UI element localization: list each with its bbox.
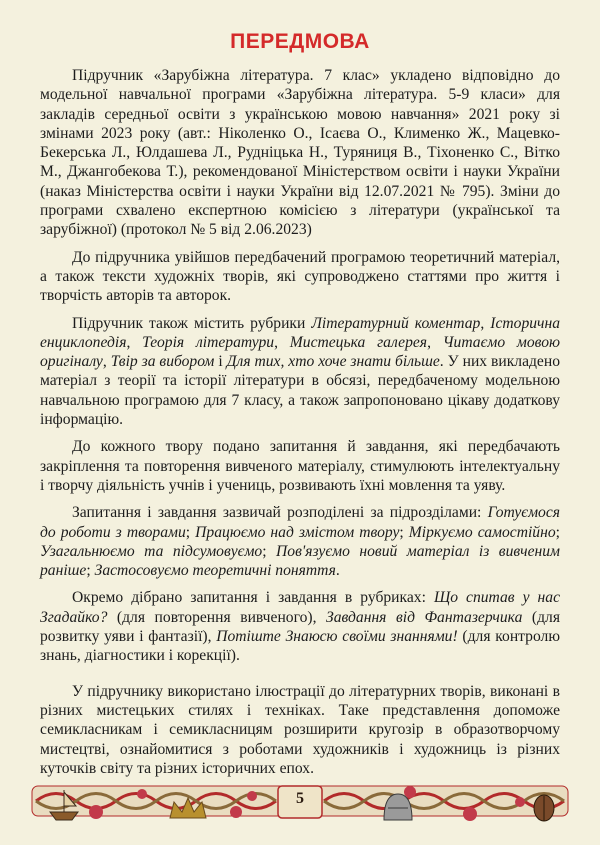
rubric-name: Теорія літератури [142, 333, 275, 351]
text-run: Окремо дібрано запитання і завдання в рубриках: [72, 589, 434, 607]
rubric-name: Застосовуємо теоретичні поняття [94, 562, 336, 580]
text-run: і [214, 353, 227, 371]
paragraph [40, 503, 560, 580]
rubric-name: Завдання від Фантазерчика [326, 608, 523, 626]
page-number: 5 [296, 790, 304, 807]
text-run: ; [555, 523, 560, 541]
paragraph [40, 314, 560, 430]
rubric-name: Пов'язуємо новий матеріал із вивченим раніше [40, 542, 560, 580]
rubric-name: Для тих, хто хоче знати більше [226, 353, 440, 371]
paragraph [40, 588, 560, 665]
rubric-name: Читаємо мовою оригіналу [40, 333, 561, 371]
body-text [40, 66, 560, 778]
text-run: ; [262, 542, 277, 560]
text-run: , [274, 333, 290, 351]
rubric-name: Літературний коментар [311, 314, 481, 332]
rubric-name: Узагальнюємо та підсумовуємо [40, 542, 263, 560]
text-run: До кожного твору подано запитання й завдання, які передбачають закріплення та повторення вивченого матеріалу, стимулюють інтелектуальну і творчу діяльність учнів і учениць, розвивають їхні мовлення та уяву. [40, 438, 560, 494]
paragraph [40, 682, 560, 778]
text-run: ; [86, 562, 95, 580]
text-run: (для розвитку уяви і фантазії), [40, 608, 560, 646]
text-run: У підручнику використано ілюстрації до літературних творів, виконані в різних мистецьких стилях і техніках. Таке представлення допоможе семикласникам і семикласницям розширити кругозір в образотворчому мистецтві, ознайомитися з роботами художників і художниць із різних куточків світу та різних історичних епох. [40, 682, 560, 777]
paragraph [40, 66, 560, 240]
text-run: ; [185, 523, 196, 541]
text-run: Підручник «Зарубіжна література. 7 клас» укладено відповідно до модельної навчальної програми «Зарубіжна література. 5-9 класи» для закладів середньої освіти з українською мовою навчання» 2021 року зі змінами 2023 року (авт.: Ніколенко О., Ісаєва О., Клименко Ж., Мацевко-Бекерська Л., Юлдашева Л., Рудніцька Н., Туряниця В., Тіхоненко С., Вітко М., Джангобекова Т.), рекомендованої Міністерством освіти і науки України (наказ Міністерства освіти і науки України від 12.07.2021 № 795). Зміни до програми схвалено експертною комісією з літератури (української та зарубіжної) (протокол № 5 від 2.06.2023) [40, 67, 560, 239]
text-run: , [126, 333, 143, 351]
page-title: ПЕРЕДМОВА [230, 30, 370, 53]
text-run: (для контролю знань, діагностики і корекції). [40, 628, 560, 665]
text-run: . [335, 562, 340, 580]
paragraph [40, 437, 560, 495]
text-run: Запитання і завдання зазвичай розподілені за підрозділами: [72, 504, 488, 522]
text-run: . У них викладено матеріал з теорії та історії літератури в обсязі, передбаченому модельною навчальною програмою для 7 класу, а також запропоновано цікаву додаткову інформацію. [40, 353, 560, 429]
rubric-name: Твір за вибором [110, 353, 215, 371]
text-run: Підручник також містить рубрики [72, 314, 312, 332]
rubric-name: Готуємося до роботи з творами [40, 504, 560, 541]
rubric-name: Працюємо над змістом твору [195, 523, 400, 541]
rubric-name: Потіште Знаюсю своїми знаннями! [216, 628, 458, 646]
rubric-name: Що спитав у нас Згадайко? [40, 589, 561, 626]
text-run: , [427, 333, 443, 351]
rubric-name: Міркуємо самостійно [408, 523, 556, 541]
rubric-name: Історична енциклопедія [40, 314, 561, 351]
paragraph [40, 248, 560, 306]
text-run: , [102, 353, 111, 371]
rubric-name: Мистецька галерея [289, 333, 428, 351]
text-run: ; [399, 523, 409, 541]
text-run: (для повторення вивченого), [107, 608, 327, 626]
text-run: До підручника увійшов передбачений програмою теоретичний матеріал, а також тексти художніх творів, які супроводжено статтями про життя і творчість авторів та авторок. [40, 248, 560, 305]
text-run: , [480, 314, 491, 332]
beetle-icon [534, 795, 554, 821]
